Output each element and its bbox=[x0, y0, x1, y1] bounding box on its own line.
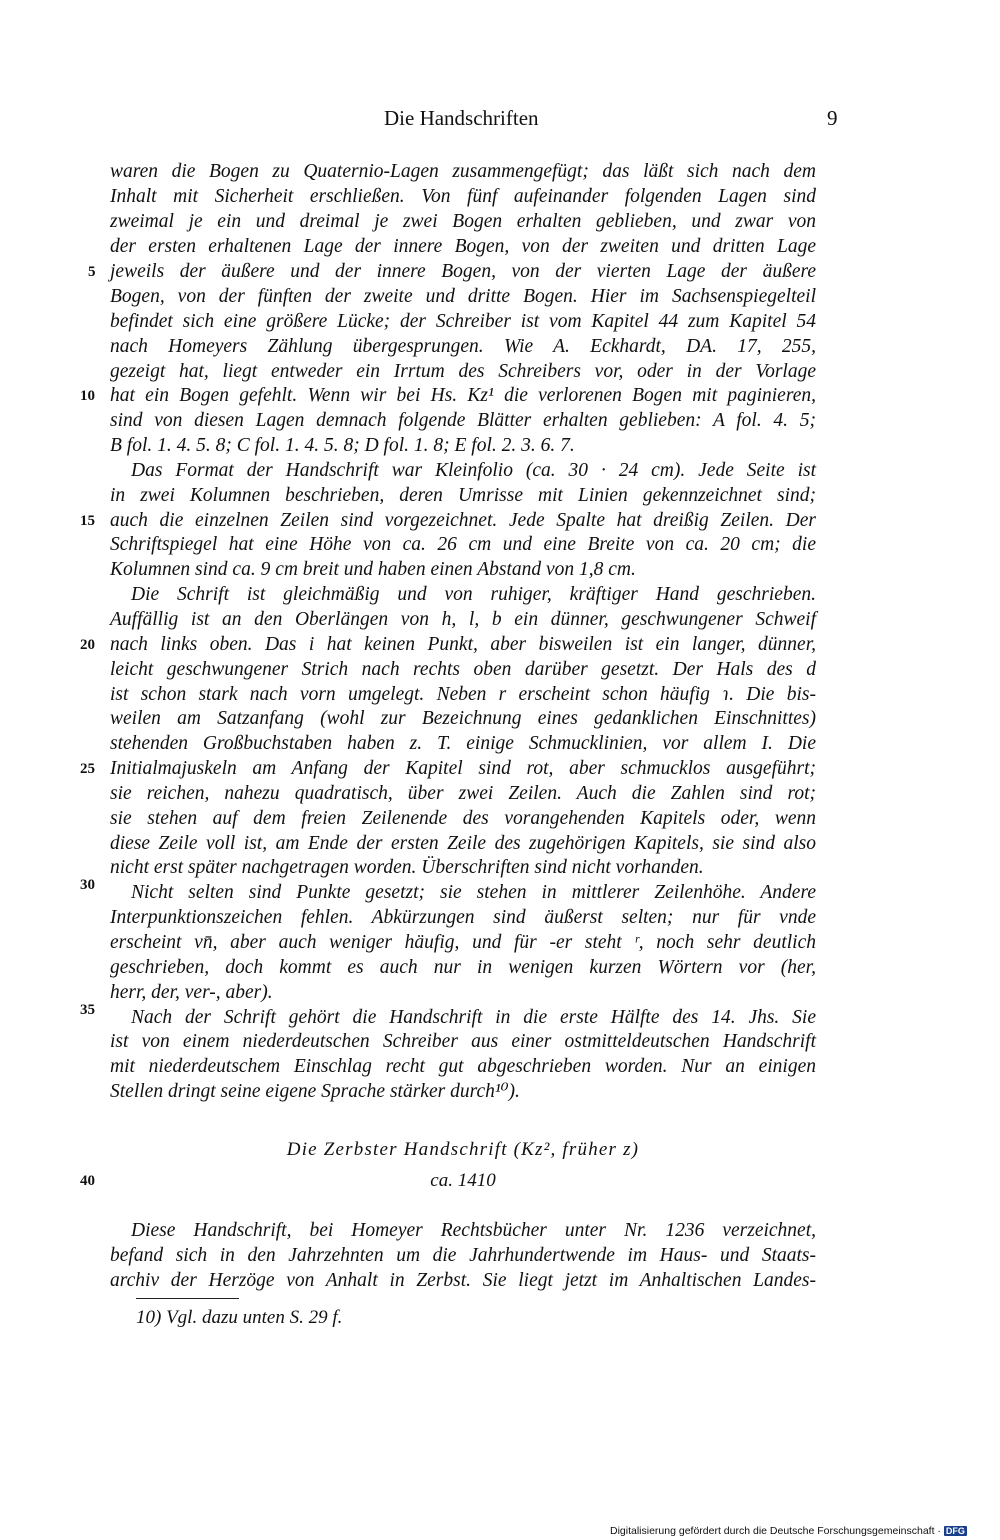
body-line: befand sich in den Jahrzehnten um die Jahrhundertwende im Haus- und Staats- bbox=[110, 1245, 816, 1266]
body-line: nach Homeyers Zählung übergesprungen. Wie A. Eckhardt, DA. 17, 255, bbox=[110, 336, 816, 357]
body-line: zweimal je ein und dreimal je zwei Bogen erhalten geblieben, und zwar von bbox=[110, 211, 816, 232]
body-line: in zwei Kolumnen beschrieben, deren Umrisse mit Linien gekennzeichnet sind; bbox=[110, 485, 816, 506]
line-number: 30 bbox=[80, 877, 95, 893]
body-line: ist schon stark nach vorn umgelegt. Neben r erscheint schon häufig ɿ. Die bis- bbox=[110, 684, 816, 705]
line-number: 35 bbox=[80, 1002, 95, 1018]
page-number: 9 bbox=[827, 106, 838, 130]
section-date: ca. 1410 bbox=[430, 1170, 496, 1191]
body-line: befindet sich eine größere Lücke; der Schreiber ist vom Kapitel 44 zum Kapitel 54 bbox=[110, 311, 816, 332]
body-line: Nicht selten sind Punkte gesetzt; sie stehen in mittlerer Zeilenhöhe. Andere bbox=[131, 882, 816, 903]
credit-text: Digitalisierung gefördert durch die Deutsche Forschungsgemeinschaft · bbox=[610, 1525, 941, 1537]
body-line: B fol. 1. 4. 5. 8; C fol. 1. 4. 5. 8; D fol. 1. 8; E fol. 2. 3. 6. 7. bbox=[110, 435, 575, 456]
body-line: jeweils der äußere und der innere Bogen, von der vierten Lage der äußere bbox=[110, 261, 816, 282]
body-line: Stellen dringt seine eigene Sprache stärker durch¹⁰). bbox=[110, 1081, 520, 1102]
body-line: erscheint vn̄, aber auch weniger häufig, und für -er steht ʳ, noch sehr deutlich bbox=[110, 932, 816, 953]
section-heading: Die Zerbster Handschrift (Kz², früher z) bbox=[286, 1139, 640, 1160]
body-line: hat ein Bogen gefehlt. Wenn wir bei Hs. Kz¹ die verlorenen Bogen mit paginieren, bbox=[110, 385, 816, 406]
body-line: Das Format der Handschrift war Kleinfolio (ca. 30 · 24 cm). Jede Seite ist bbox=[131, 460, 816, 481]
body-line: diese Zeile voll ist, am Ende der ersten Zeile des zugehörigen Kapitels, sie sind also bbox=[110, 833, 816, 854]
body-line: Die Schrift ist gleichmäßig und von ruhiger, kräftiger Hand geschrieben. bbox=[131, 584, 816, 605]
footnote: 10) Vgl. dazu unten S. 29 f. bbox=[136, 1307, 343, 1328]
body-line: Kolumnen sind ca. 9 cm breit und haben einen Abstand von 1,8 cm. bbox=[110, 559, 636, 580]
digitization-credit bbox=[610, 1525, 967, 1539]
body-line: mit niederdeutschem Einschlag recht gut abgeschrieben worden. Nur an einigen bbox=[110, 1056, 816, 1077]
body-line: nicht erst später nachgetragen worden. Überschriften sind nicht vorhanden. bbox=[110, 857, 704, 878]
body-line: Bogen, von der fünften der zweite und dritte Bogen. Hier im Sachsenspiegelteil bbox=[110, 286, 816, 307]
body-line: Auffällig ist an den Oberlängen von h, l, b ein dünner, geschwungener Schweif bbox=[110, 609, 816, 630]
body-line: Interpunktionszeichen fehlen. Abkürzungen sind äußerst selten; nur für vnde bbox=[110, 907, 816, 928]
line-number: 20 bbox=[80, 637, 95, 653]
body-line: Schriftspiegel hat eine Höhe von ca. 26 cm und eine Breite von ca. 20 cm; die bbox=[110, 534, 816, 555]
body-line: leicht geschwungener Strich nach rechts oben darüber gesetzt. Der Hals des d bbox=[110, 659, 816, 680]
page-header bbox=[0, 106, 1000, 136]
dfg-logo: DFG bbox=[945, 1526, 965, 1536]
body-line: ist von einem niederdeutschen Schreiber aus einer ostmitteldeutschen Handschrift bbox=[110, 1031, 816, 1052]
body-line: sie stehen auf dem freien Zeilenende des vorangehenden Kapitels oder, wenn bbox=[110, 808, 816, 829]
body-line: stehenden Großbuchstaben haben z. T. einige Schmucklinien, vor allem I. Die bbox=[110, 733, 816, 754]
running-title: Die Handschriften bbox=[384, 106, 539, 130]
body-line: gezeigt hat, liegt entweder ein Irrtum des Schreibers vor, oder in der Vorlage bbox=[110, 361, 816, 382]
body-line: der ersten erhaltenen Lage der innere Bogen, von der zweiten und dritten Lage bbox=[110, 236, 816, 257]
body-line: auch die einzelnen Zeilen sind vorgezeichnet. Jede Spalte hat dreißig Zeilen. Der bbox=[110, 510, 816, 531]
line-number: 15 bbox=[80, 513, 95, 529]
line-number: 40 bbox=[80, 1173, 95, 1189]
body-line: nach links oben. Das i hat keinen Punkt, aber bisweilen ist ein langer, dünner, bbox=[110, 634, 816, 655]
body-line: Nach der Schrift gehört die Handschrift in die erste Hälfte des 14. Jhs. Sie bbox=[131, 1007, 816, 1028]
body-line: sind von diesen Lagen demnach folgende Blätter erhalten geblieben: A fol. 4. 5; bbox=[110, 410, 816, 431]
line-number: 25 bbox=[80, 761, 95, 777]
body-line: archiv der Herzöge von Anhalt in Zerbst. Sie liegt jetzt im Anhaltischen Landes- bbox=[110, 1270, 816, 1291]
body-line: Diese Handschrift, bei Homeyer Rechtsbücher unter Nr. 1236 verzeichnet, bbox=[131, 1220, 816, 1241]
footnote-rule bbox=[136, 1298, 239, 1299]
body-line: geschrieben, doch kommt es auch nur in wenigen kurzen Wörtern vor (her, bbox=[110, 957, 816, 978]
body-line: waren die Bogen zu Quaternio-Lagen zusammengefügt; das läßt sich nach dem bbox=[110, 161, 816, 182]
body-line: sie reichen, nahezu quadratisch, über zwei Zeilen. Auch die Zahlen sind rot; bbox=[110, 783, 816, 804]
body-line: Inhalt mit Sicherheit erschließen. Von fünf aufeinander folgenden Lagen sind bbox=[110, 186, 816, 207]
body-line: Initialmajuskeln am Anfang der Kapitel sind rot, aber schmucklos ausgeführt; bbox=[110, 758, 816, 779]
body-line: weilen am Satzanfang (wohl zur Bezeichnung eines gedanklichen Einschnittes) bbox=[110, 708, 816, 729]
line-number: 5 bbox=[88, 264, 96, 280]
body-line: herr, der, ver-, aber). bbox=[110, 982, 273, 1003]
line-number: 10 bbox=[80, 388, 95, 404]
